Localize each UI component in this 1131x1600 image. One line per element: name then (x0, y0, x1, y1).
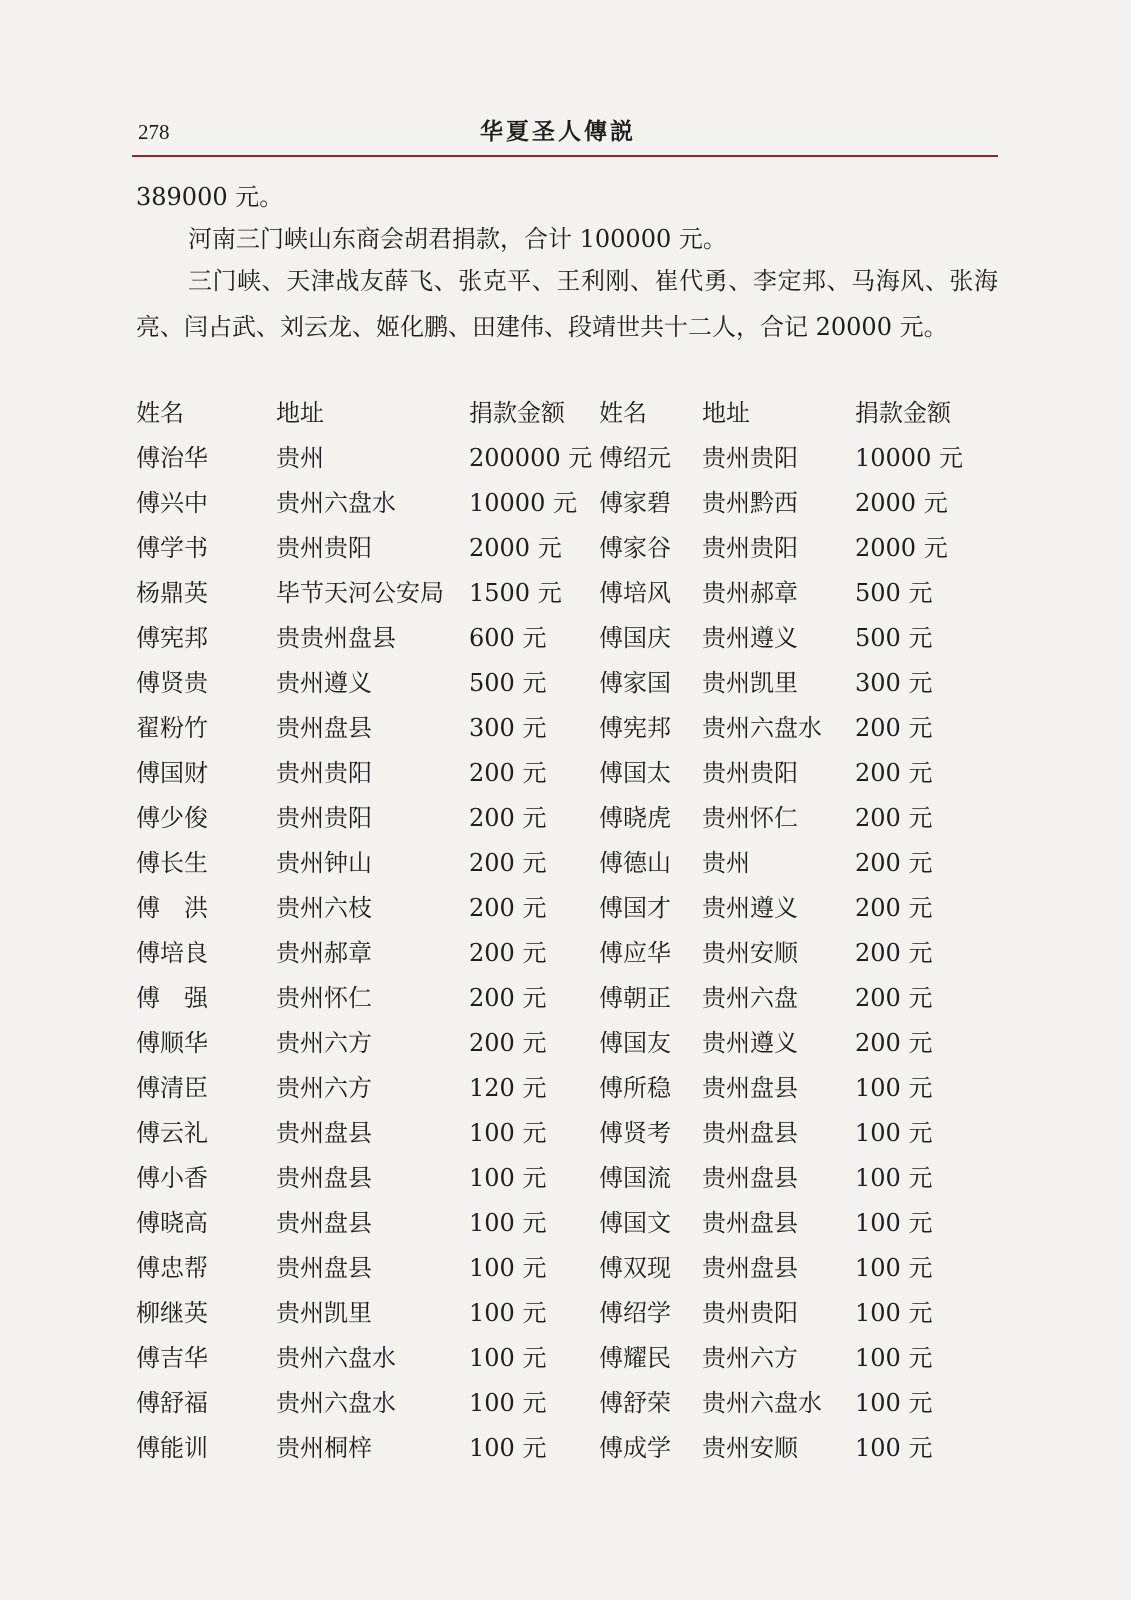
table-row (136, 793, 976, 838)
donor-amount: 100 元 (469, 1389, 547, 1417)
donor-amount: 200 元 (855, 939, 933, 967)
table-row (136, 613, 976, 658)
donor-address: 贵州遵义 (276, 669, 372, 697)
donor-name: 傅晓高 (136, 1209, 208, 1237)
table-row (136, 658, 976, 703)
donor-address: 贵州贵阳 (702, 759, 798, 787)
donor-amount: 2000 元 (469, 534, 562, 562)
donor-address: 贵州盘县 (276, 1209, 372, 1237)
donor-name: 柳继英 (136, 1299, 208, 1327)
donor-name: 傅国财 (136, 759, 208, 787)
donor-name: 傅德山 (599, 849, 671, 877)
table-row (136, 1243, 976, 1288)
donor-name: 傅忠帮 (136, 1254, 208, 1282)
donor-amount: 10000 元 (855, 444, 963, 472)
donor-name: 傅耀民 (599, 1344, 671, 1372)
donor-amount: 500 元 (855, 624, 933, 652)
donor-name: 傅舒福 (136, 1389, 208, 1417)
table-row (136, 1423, 976, 1468)
donor-address: 贵州遵义 (702, 1029, 798, 1057)
donor-address: 贵州贵阳 (276, 534, 372, 562)
donor-address: 贵州怀仁 (276, 984, 372, 1012)
donor-amount: 200 元 (469, 894, 547, 922)
donor-amount: 100 元 (855, 1119, 933, 1147)
donor-amount: 10000 元 (469, 489, 577, 517)
donor-name: 傅顺华 (136, 1029, 208, 1057)
donor-address: 贵州 (276, 444, 324, 472)
table-row (136, 1288, 976, 1333)
table-row (136, 478, 976, 523)
donor-name: 傅治华 (136, 444, 208, 472)
donor-name: 傅应华 (599, 939, 671, 967)
donor-address: 贵州盘县 (276, 1254, 372, 1282)
table-row (136, 1333, 976, 1378)
donor-address: 贵州六盘水 (276, 1389, 396, 1417)
donor-name: 傅成学 (599, 1434, 671, 1462)
donor-name: 傅舒荣 (599, 1389, 671, 1417)
donor-name: 傅少俊 (136, 804, 208, 832)
donor-amount: 200 元 (855, 984, 933, 1012)
donor-amount: 100 元 (469, 1299, 547, 1327)
donor-address: 贵州凯里 (702, 669, 798, 697)
donor-name: 傅小香 (136, 1164, 208, 1192)
table-row (136, 748, 976, 793)
paragraph-comrades-donation: 三门峡、天津战友薛飞、张克平、王利刚、崔代勇、李定邦、马海风、张海亮、闫占武、刘云龙、姬化鹏、田建伟、段靖世共十二人，合记 20000 元。 (136, 267, 998, 341)
donor-address: 贵州六方 (276, 1074, 372, 1102)
donor-name: 傅国文 (599, 1209, 671, 1237)
donor-address: 贵州盘县 (276, 1119, 372, 1147)
donor-amount: 200 元 (469, 1029, 547, 1057)
donor-name: 傅绍元 (599, 444, 671, 472)
donor-address: 贵州郝章 (276, 939, 372, 967)
donor-address: 贵州安顺 (702, 1434, 798, 1462)
header-amount: 捐款金额 (469, 399, 565, 427)
donor-address: 贵州六盘水 (276, 1344, 396, 1372)
table-row (136, 838, 976, 883)
donor-amount: 500 元 (855, 579, 933, 607)
donor-amount: 200 元 (469, 804, 547, 832)
donor-amount: 100 元 (469, 1164, 547, 1192)
header-name: 姓名 (136, 399, 184, 427)
donor-address: 贵州怀仁 (702, 804, 798, 832)
donor-address: 贵州遵义 (702, 624, 798, 652)
table-row (136, 433, 976, 478)
donor-name: 傅 洪 (136, 894, 208, 922)
table-row (136, 1063, 976, 1108)
donor-amount: 100 元 (469, 1119, 547, 1147)
donor-name: 傅国流 (599, 1164, 671, 1192)
table-header-row (136, 388, 976, 433)
donor-address: 贵州 (702, 849, 750, 877)
table-row (136, 1108, 976, 1153)
donor-amount: 600 元 (469, 624, 547, 652)
donor-name: 杨鼎英 (136, 579, 208, 607)
donor-address: 贵州贵阳 (276, 804, 372, 832)
header-amount: 捐款金额 (855, 399, 951, 427)
donor-amount: 100 元 (469, 1209, 547, 1237)
donor-amount: 300 元 (469, 714, 547, 742)
donor-name: 翟粉竹 (136, 714, 208, 742)
table-row (136, 1198, 976, 1243)
header-address: 地址 (702, 399, 750, 427)
page-number: 278 (138, 120, 170, 144)
donor-name: 傅贤贵 (136, 669, 208, 697)
donor-name: 傅国太 (599, 759, 671, 787)
donor-amount: 100 元 (855, 1164, 933, 1192)
table-row (136, 1018, 976, 1063)
donor-address: 毕节天河公安局 (276, 579, 444, 607)
donor-name: 傅双现 (599, 1254, 671, 1282)
donor-amount: 100 元 (855, 1074, 933, 1102)
donor-address: 贵州盘县 (276, 1164, 372, 1192)
donor-amount: 100 元 (855, 1389, 933, 1417)
donor-amount: 100 元 (855, 1344, 933, 1372)
paragraph-continuation: 389000 元。 (136, 183, 284, 211)
donor-amount: 200 元 (469, 984, 547, 1012)
donor-address: 贵州钟山 (276, 849, 372, 877)
donor-address: 贵州贵阳 (702, 534, 798, 562)
donor-amount: 2000 元 (855, 534, 948, 562)
donor-amount: 100 元 (855, 1434, 933, 1462)
donor-amount: 500 元 (469, 669, 547, 697)
donor-amount: 200 元 (469, 759, 547, 787)
donor-name: 傅家国 (599, 669, 671, 697)
donor-amount: 100 元 (469, 1434, 547, 1462)
donor-name: 傅吉华 (136, 1344, 208, 1372)
donor-amount: 200 元 (855, 1029, 933, 1057)
donor-address: 贵州郝章 (702, 579, 798, 607)
donor-name: 傅清臣 (136, 1074, 208, 1102)
donor-amount: 300 元 (855, 669, 933, 697)
donor-amount: 1500 元 (469, 579, 562, 607)
donor-name: 傅宪邦 (136, 624, 208, 652)
table-row (136, 883, 976, 928)
table-row (136, 568, 976, 613)
donor-name: 傅 强 (136, 984, 208, 1012)
donor-address: 贵州六方 (276, 1029, 372, 1057)
donor-address: 贵州贵阳 (276, 759, 372, 787)
donor-amount: 100 元 (469, 1344, 547, 1372)
donor-address: 贵州六盘水 (702, 714, 822, 742)
donor-name: 傅绍学 (599, 1299, 671, 1327)
donor-address: 贵州盘县 (702, 1074, 798, 1102)
donor-address: 贵州凯里 (276, 1299, 372, 1327)
paragraph-henan-donation: 河南三门峡山东商会胡君捐款，合计 100000 元。 (188, 225, 727, 253)
donor-name: 傅培良 (136, 939, 208, 967)
donor-address: 贵州桐梓 (276, 1434, 372, 1462)
donor-amount: 200 元 (469, 849, 547, 877)
donor-name: 傅国庆 (599, 624, 671, 652)
table-row (136, 523, 976, 568)
table-row (136, 703, 976, 748)
table-row (136, 1378, 976, 1423)
donor-amount: 2000 元 (855, 489, 948, 517)
header-rule (132, 155, 998, 157)
header-name: 姓名 (599, 399, 647, 427)
donor-address: 贵州盘县 (702, 1209, 798, 1237)
donor-name: 傅朝正 (599, 984, 671, 1012)
donor-amount: 100 元 (855, 1299, 933, 1327)
donor-amount: 200 元 (855, 759, 933, 787)
donor-name: 傅能训 (136, 1434, 208, 1462)
header-address: 地址 (276, 399, 324, 427)
table-row (136, 928, 976, 973)
donor-amount: 200 元 (855, 849, 933, 877)
donor-address: 贵州六方 (702, 1344, 798, 1372)
donor-name: 傅长生 (136, 849, 208, 877)
donor-amount: 200 元 (469, 939, 547, 967)
donor-amount: 200 元 (855, 894, 933, 922)
donor-address: 贵州六枝 (276, 894, 372, 922)
donor-address: 贵州六盘 (702, 984, 798, 1012)
donor-address: 贵州盘县 (276, 714, 372, 742)
donor-name: 傅晓虎 (599, 804, 671, 832)
donor-address: 贵州盘县 (702, 1164, 798, 1192)
table-row (136, 1153, 976, 1198)
donor-address: 贵贵州盘县 (276, 624, 396, 652)
donor-name: 傅宪邦 (599, 714, 671, 742)
donor-name: 傅国友 (599, 1029, 671, 1057)
donor-address: 贵州贵阳 (702, 444, 798, 472)
donor-name: 傅贤考 (599, 1119, 671, 1147)
donor-name: 傅培风 (599, 579, 671, 607)
donor-name: 傅国才 (599, 894, 671, 922)
donor-address: 贵州盘县 (702, 1254, 798, 1282)
donor-amount: 120 元 (469, 1074, 547, 1102)
donor-address: 贵州盘县 (702, 1119, 798, 1147)
donor-amount: 100 元 (855, 1209, 933, 1237)
donor-name: 傅兴中 (136, 489, 208, 517)
donor-address: 贵州遵义 (702, 894, 798, 922)
donor-address: 贵州六盘水 (276, 489, 396, 517)
donor-amount: 200 元 (855, 804, 933, 832)
donor-name: 傅所稳 (599, 1074, 671, 1102)
donor-address: 贵州安顺 (702, 939, 798, 967)
donor-rows (136, 433, 976, 1468)
table-row (136, 973, 976, 1018)
donor-address: 贵州贵阳 (702, 1299, 798, 1327)
donor-amount: 100 元 (469, 1254, 547, 1282)
donor-amount: 200 元 (855, 714, 933, 742)
donor-amount: 200000 元 (469, 444, 593, 472)
donor-amount: 100 元 (855, 1254, 933, 1282)
donor-table (136, 388, 976, 1468)
donor-name: 傅云礼 (136, 1119, 208, 1147)
running-title: 华夏圣人傳説 (480, 119, 636, 145)
donor-address: 贵州黔西 (702, 489, 798, 517)
donor-name: 傅家谷 (599, 534, 671, 562)
donor-name: 傅学书 (136, 534, 208, 562)
donor-name: 傅家碧 (599, 489, 671, 517)
donor-address: 贵州六盘水 (702, 1389, 822, 1417)
